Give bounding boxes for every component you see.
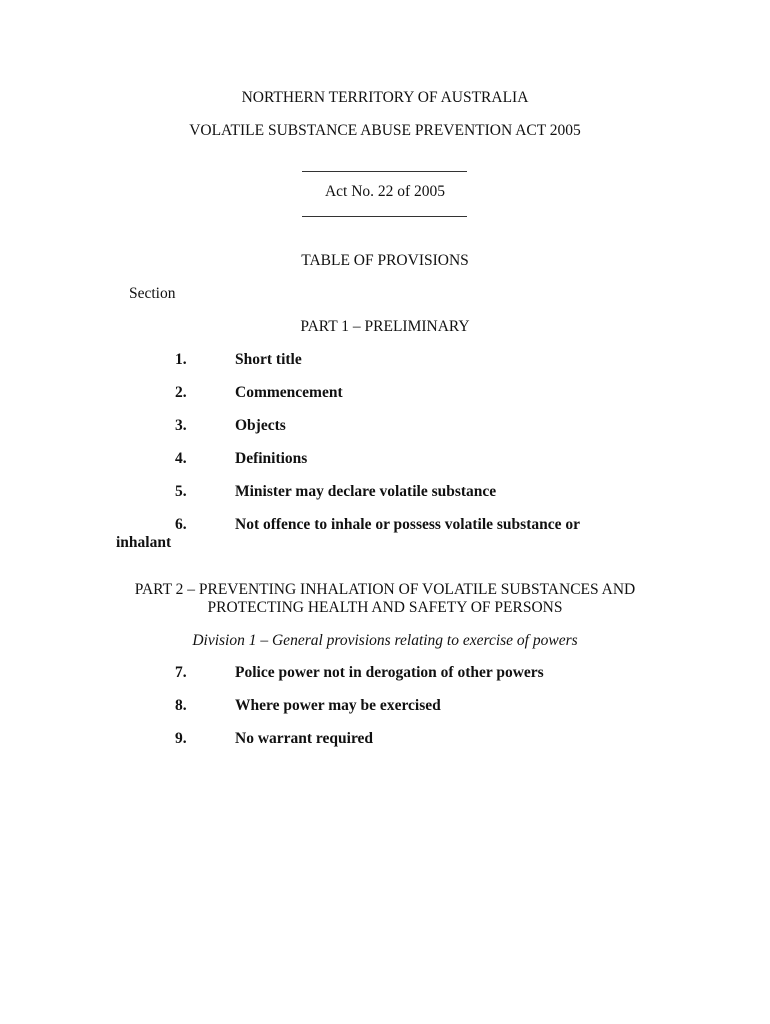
provision-title: Where power may be exercised bbox=[235, 697, 441, 714]
act-number: Act No. 22 of 2005 bbox=[324, 183, 446, 200]
provision-title: No warrant required bbox=[235, 730, 374, 747]
provision-number: 6. bbox=[175, 516, 187, 533]
provision-number: 2. bbox=[175, 384, 187, 401]
provision-number: 8. bbox=[175, 697, 187, 714]
provision-title: Police power not in derogation of other powers bbox=[235, 664, 544, 681]
provision-title: Objects bbox=[235, 417, 286, 434]
provision-number: 5. bbox=[175, 483, 187, 500]
provision-title-continuation: inhalant bbox=[116, 534, 172, 551]
section-column-label: Section bbox=[129, 285, 176, 302]
bottom-rule bbox=[302, 216, 467, 217]
division1-heading: Division 1 – General provisions relating to exercise of powers bbox=[192, 632, 578, 649]
act-title: VOLATILE SUBSTANCE ABUSE PREVENTION ACT 2005 bbox=[189, 122, 581, 139]
part1-heading: PART 1 – PRELIMINARY bbox=[300, 318, 470, 335]
provision-title: Definitions bbox=[235, 450, 308, 467]
provision-number: 1. bbox=[175, 351, 187, 368]
provision-title: Minister may declare volatile substance bbox=[235, 483, 497, 500]
provision-number: 7. bbox=[175, 664, 187, 681]
top-rule bbox=[302, 171, 467, 172]
provision-number: 4. bbox=[175, 450, 187, 467]
provision-title: Commencement bbox=[235, 384, 343, 401]
provision-number: 3. bbox=[175, 417, 187, 434]
provision-title: Not offence to inhale or possess volatile substance or bbox=[235, 516, 580, 533]
provision-number: 9. bbox=[175, 730, 187, 747]
provision-title: Short title bbox=[235, 351, 302, 368]
part2-heading: PART 2 – PREVENTING INHALATION OF VOLATILE SUBSTANCES AND PROTECTING HEALTH AND SAFETY OF PERSONS bbox=[134, 581, 636, 616]
toc-heading: TABLE OF PROVISIONS bbox=[301, 252, 469, 269]
jurisdiction-heading: NORTHERN TERRITORY OF AUSTRALIA bbox=[241, 89, 529, 106]
